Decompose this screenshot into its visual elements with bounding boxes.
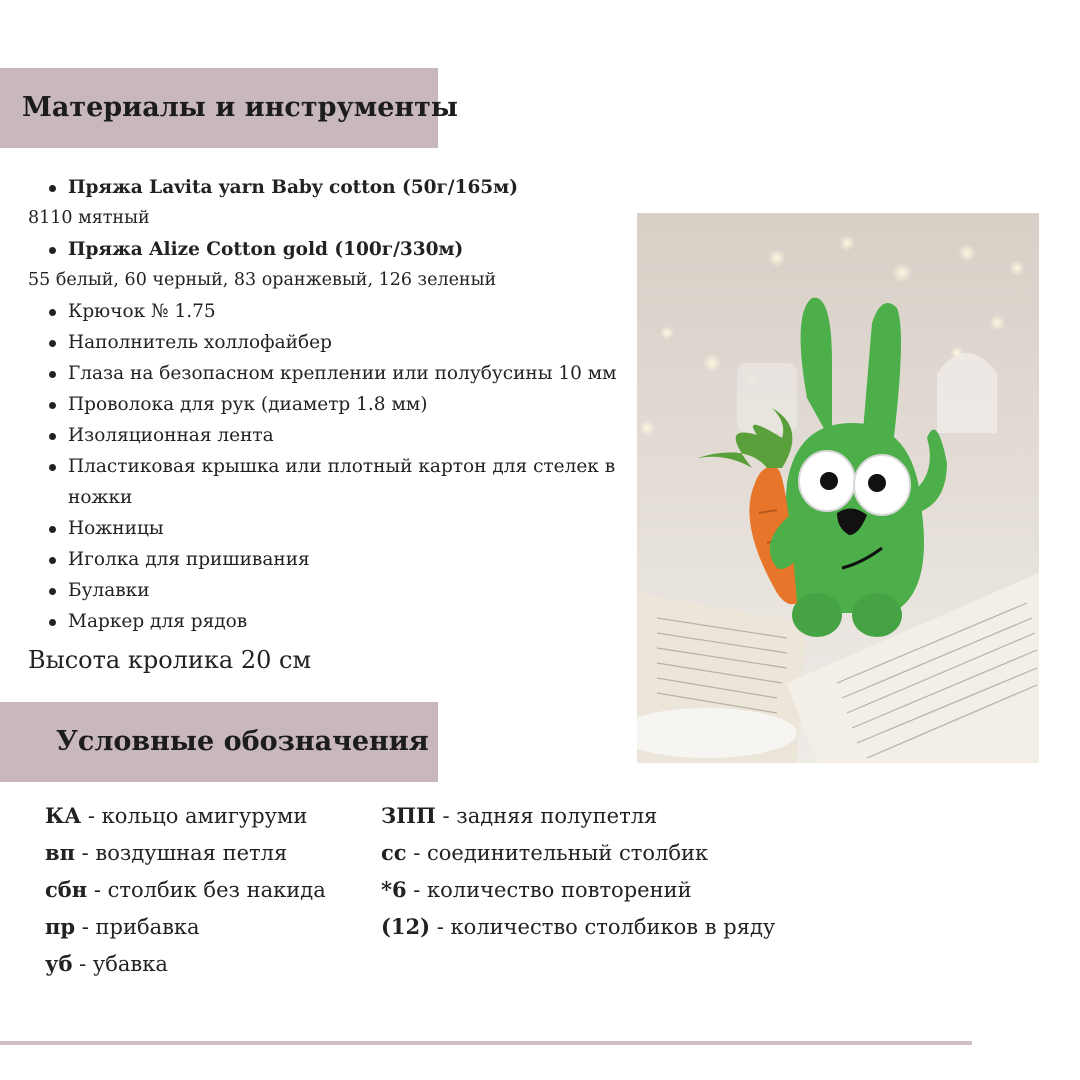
- legend-desc: - столбик без накида: [87, 878, 326, 902]
- legend-abbr: уб: [45, 951, 73, 976]
- legend-item: [45, 871, 326, 908]
- materials-heading: Материалы и инструменты: [22, 92, 458, 123]
- legend-desc: - прибавка: [75, 915, 200, 939]
- list-item-continuation: ножки: [68, 487, 133, 508]
- legend-column-right: [381, 797, 775, 945]
- legend-abbr: вп: [45, 840, 75, 865]
- legend-desc: - воздушная петля: [74, 841, 288, 865]
- legend-abbr: сбн: [45, 877, 88, 902]
- list-item: Наполнитель холлофайбер: [0, 327, 630, 358]
- list-item: Глаза на безопасном креплении или полубусины 10 мм: [0, 358, 630, 389]
- legend-header-band: [0, 702, 438, 782]
- materials-header-band: [0, 68, 458, 148]
- bottom-divider: [0, 1041, 972, 1045]
- list-item: Маркер для рядов: [0, 606, 630, 637]
- yarn-colors: 8110 мятный: [28, 208, 150, 228]
- list-item: Пряжа Lavita yarn Baby cotton (50г/165м): [0, 172, 630, 203]
- legend-item: [381, 908, 775, 945]
- legend-abbr: *6: [381, 877, 407, 902]
- list-item: Пластиковая крышка или плотный картон для стелек в: [0, 451, 630, 482]
- list-item: Пряжа Alize Cotton gold (100г/330м): [0, 234, 630, 265]
- legend-desc: - убавка: [72, 952, 168, 976]
- list-item: Проволока для рук (диаметр 1.8 мм): [0, 389, 630, 420]
- legend-item: [381, 871, 775, 908]
- legend-desc: - количество повторений: [406, 878, 692, 902]
- legend-abbr: сс: [381, 840, 407, 865]
- legend-abbr: (12): [381, 914, 431, 939]
- legend-desc: - соединительный столбик: [406, 841, 709, 865]
- legend-item: [45, 797, 326, 834]
- legend-abbr: КА: [45, 803, 82, 828]
- legend-abbr: пр: [45, 914, 76, 939]
- list-item: Иголка для пришивания: [0, 544, 630, 575]
- materials-list: [0, 172, 630, 681]
- legend-desc: - задняя полупетля: [435, 804, 658, 828]
- bunny-height: Высота кролика 20 см: [28, 646, 312, 674]
- yarn-colors: 55 белый, 60 черный, 83 оранжевый, 126 зеленый: [28, 270, 497, 290]
- legend-item: [45, 834, 326, 871]
- list-item: Булавки: [0, 575, 630, 606]
- legend-item: [45, 908, 326, 945]
- list-item: Ножницы: [0, 513, 630, 544]
- legend-item: [45, 945, 326, 982]
- legend-desc: - количество столбиков в ряду: [430, 915, 776, 939]
- legend-item: [381, 834, 775, 871]
- bunny-illustration: [637, 213, 1039, 763]
- list-item: Изоляционная лента: [0, 420, 630, 451]
- bunny-photo: [637, 213, 1039, 763]
- legend-abbr: ЗПП: [381, 803, 436, 828]
- legend-heading: Условные обозначения: [56, 726, 429, 757]
- list-item: Крючок № 1.75: [0, 296, 630, 327]
- legend-item: [381, 797, 775, 834]
- legend-desc: - кольцо амигуруми: [81, 804, 308, 828]
- legend-column-left: [45, 797, 326, 982]
